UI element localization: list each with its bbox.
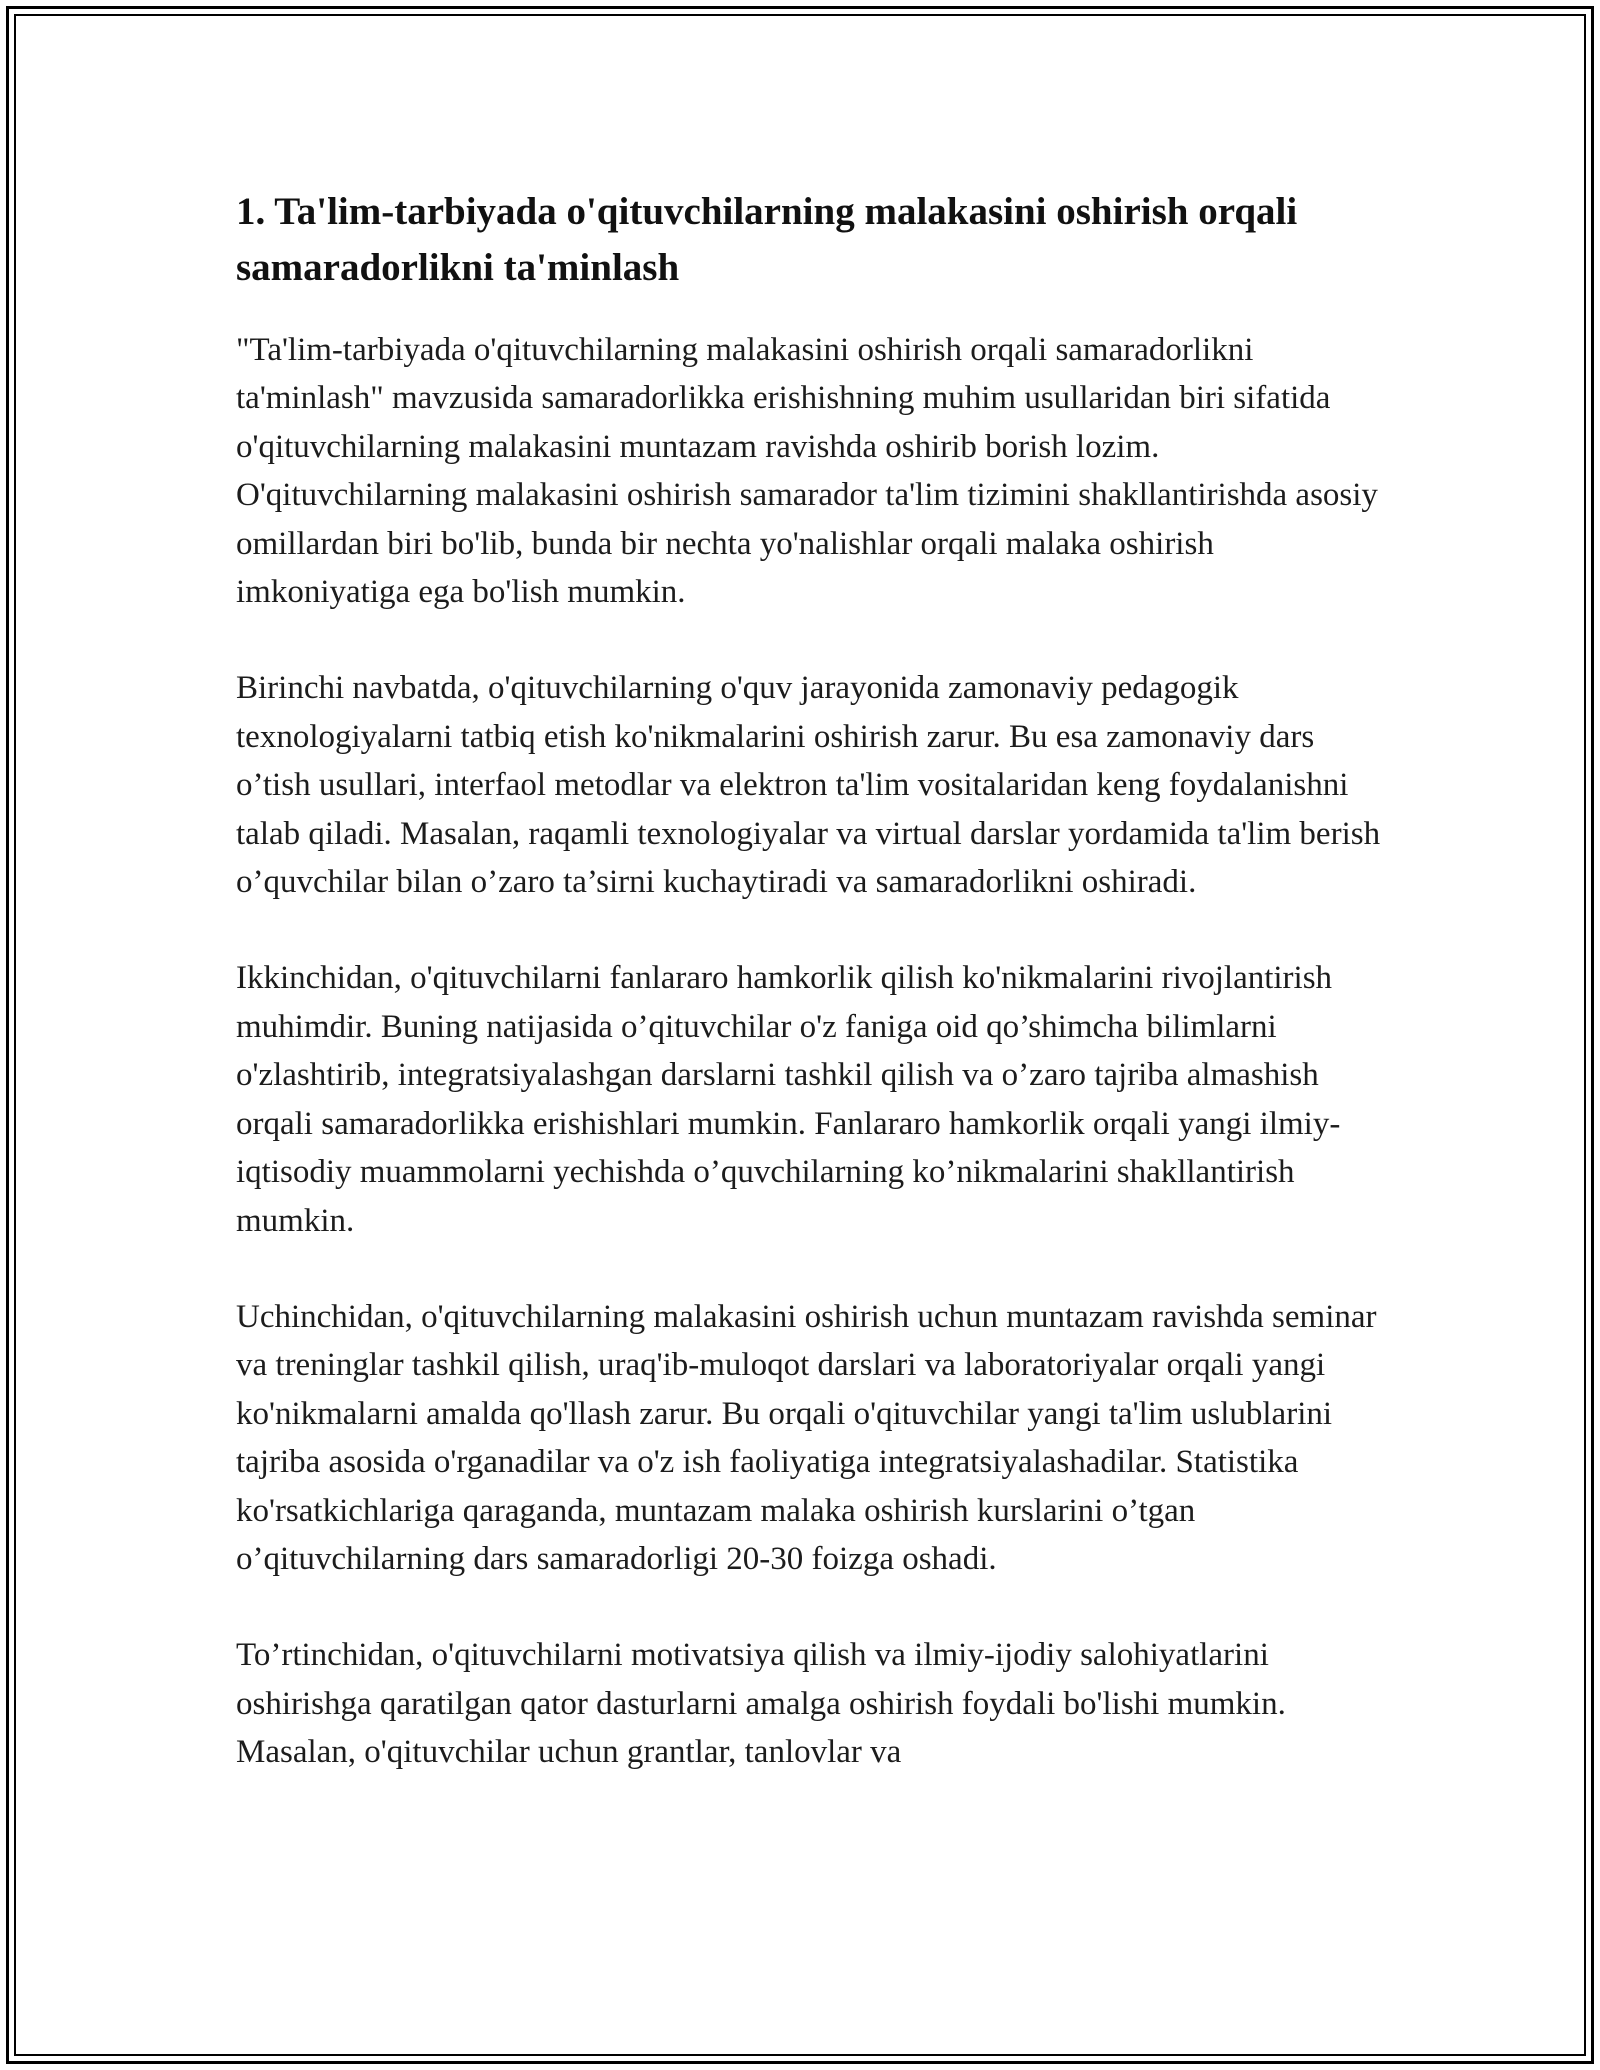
paragraph-fourth: To’rtinchidan, o'qituvchilarni motivatsiya qilish va ilmiy-ijodiy salohiyatlarini oshirishga qaratilgan qator dasturlarni amalga oshirish foydali bo'lishi mumkin. Masalan, o'qituvchilar uchun grantlar, tanlovlar va — [236, 1637, 1286, 1771]
paragraph-third: Uchinchidan, o'qituvchilarning malakasini oshirish uchun muntazam ravishda seminar va treninglar tashkil qilish, uraq'ib-muloqot darslari va laboratoriyalar orqali yangi ko'nikmalarni amalda qo'llash zarur. Bu orqali o'qituvchilar yangi ta'lim uslublarini tajriba asosida o'rganadilar va o'z ish faoliyatiga integratsiyalashadilar. Statistika ko'rsatkichlariga qaraganda, muntazam malaka oshirish kurslarini o’tgan o’qituvchilarning dars samaradorligi 20-30 foizga oshadi. — [236, 1298, 1377, 1577]
document-body — [236, 184, 1381, 1825]
document-title: 1. Ta'lim-tarbiyada o'qituvchilarning malakasini oshirish orqali samaradorlikni ta'minlash — [236, 190, 1298, 289]
paragraph-first: Birinchi navbatda, o'qituvchilarning o'quv jarayonida zamonaviy pedagogik texnologiyalarni tatbiq etish ko'nikmalarini oshirish zarur. Bu esa zamonaviy dars o’tish usullari, interfaol metodlar va elektron ta'lim vositalaridan keng foydalanishni talab qiladi. Masalan, raqamli texnologiyalar va virtual darslar yordamida ta'lim berish o’quvchilar bilan o’zaro ta’sirni kuchaytiradi va samaradorlikni oshiradi. — [236, 670, 1381, 901]
paragraph-intro: "Ta'lim-tarbiyada o'qituvchilarning malakasini oshirish orqali samaradorlikni ta'minlash" mavzusida samaradorlikka erishishning muhim usullaridan biri sifatida o'qituvchilarning malakasini muntazam ravishda oshirib borish lozim. O'qituvchilarning malakasini oshirish samarador ta'lim tizimini shakllantirishda asosiy omillardan biri bo'lib, bunda bir nechta yo'nalishlar orqali malaka oshirish imkoniyatiga ega bo'lish mumkin. — [236, 332, 1378, 611]
paragraph-second: Ikkinchidan, o'qituvchilarni fanlararo hamkorlik qilish ko'nikmalarini rivojlantirish muhimdir. Buning natijasida o’qituvchilar o'z faniga oid qo’shimcha bilimlarni o'zlashtirib, integratsiyalashgan darslarni tashkil qilish va o’zaro tajriba almashish orqali samaradorlikka erishishlari mumkin. Fanlararo hamkorlik orqali yangi ilmiy-iqtisodiy muammolarni yechishda o’quvchilarning ko’nikmalarini shakllantirish mumkin. — [236, 960, 1341, 1239]
